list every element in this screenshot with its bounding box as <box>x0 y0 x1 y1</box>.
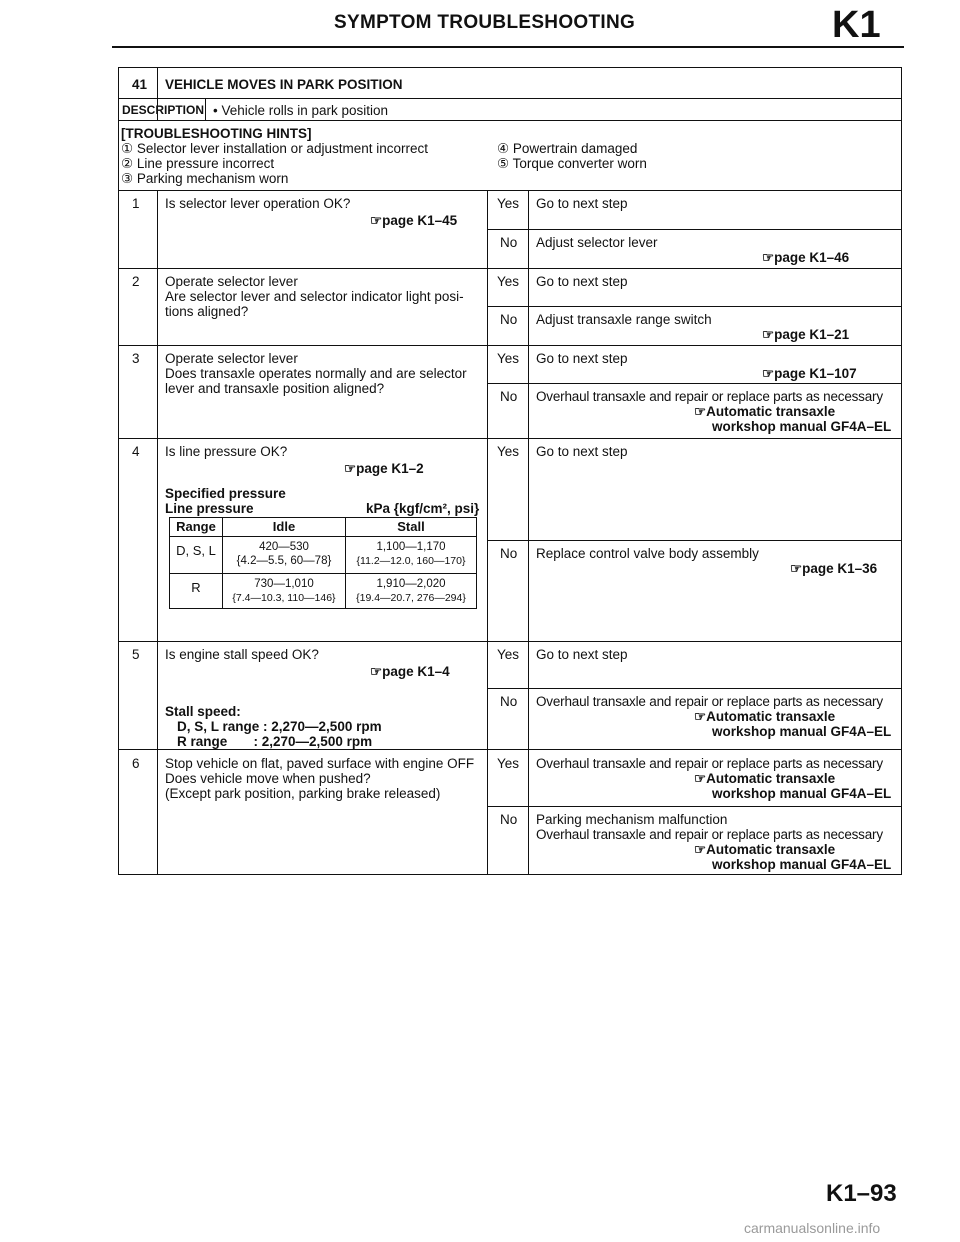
yes-action: Go to next step <box>536 274 628 289</box>
yes-label: Yes <box>497 647 520 662</box>
manual-reference: ☞ Automatic transaxle <box>694 709 835 724</box>
description-label: DESCRIPTION <box>122 103 205 117</box>
no-label: No <box>500 694 518 709</box>
step-question: Does vehicle move when pushed? <box>165 771 371 786</box>
divider <box>118 749 902 750</box>
divider <box>205 98 206 120</box>
yes-no-divider <box>487 688 902 689</box>
yes-no-divider <box>487 383 902 384</box>
yes-action: Overhaul transaxle and repair or replace parts as necessary <box>536 756 883 771</box>
no-action: Overhaul transaxle and repair or replace parts as necessary <box>536 389 883 404</box>
header-rule <box>112 46 904 48</box>
no-action: Parking mechanism malfunction <box>536 812 728 827</box>
page-reference: ☞ page K1–4 <box>370 664 450 679</box>
yes-no-divider <box>487 229 902 230</box>
table-header: Idle <box>272 519 296 534</box>
hint-item: ⑤ Torque converter worn <box>497 156 647 171</box>
step-number: 1 <box>132 196 140 211</box>
table-header: Range <box>176 519 216 534</box>
step-question: Is line pressure OK? <box>165 444 288 459</box>
manual-reference: ☞ Automatic transaxle <box>694 771 835 786</box>
table-cell: 1,100—1,170 <box>376 541 446 553</box>
spec-line: D, S, L range : 2,270—2,500 rpm <box>177 719 382 734</box>
table-header: Stall <box>397 519 425 534</box>
divider <box>118 438 902 439</box>
hint-item: ① Selector lever installation or adjustment incorrect <box>121 141 428 156</box>
no-action: Adjust transaxle range switch <box>536 312 712 327</box>
spec-unit: kPa {kgf/cm², psi} <box>366 501 480 516</box>
divider <box>118 98 902 99</box>
no-action: Replace control valve body assembly <box>536 546 759 561</box>
yes-no-divider <box>487 306 902 307</box>
no-action: Adjust selector lever <box>536 235 658 250</box>
step-number: 3 <box>132 351 140 366</box>
manual-reference: workshop manual GF4A–EL <box>712 724 892 739</box>
manual-reference: ☞ Automatic transaxle <box>694 842 835 857</box>
table-cell: {19.4—20.7, 276—294} <box>356 592 466 604</box>
no-action: Overhaul transaxle and repair or replace parts as necessary <box>536 827 883 842</box>
yes-label: Yes <box>497 756 520 771</box>
table-cell: {11.2—12.0, 160—170} <box>356 555 466 567</box>
hint-item: ③ Parking mechanism worn <box>121 171 289 186</box>
no-label: No <box>500 235 518 250</box>
spec-label: Line pressure <box>165 501 254 516</box>
yes-action: Go to next step <box>536 196 628 211</box>
table-cell: 420—530 <box>259 541 309 553</box>
table-cell: {4.2—5.5, 60—78} <box>236 555 332 567</box>
spec-title: Stall speed: <box>165 704 241 719</box>
table-cell: R <box>191 580 201 595</box>
step-question: Are selector lever and selector indicator light posi- <box>165 289 464 304</box>
spec-title: Specified pressure <box>165 486 286 501</box>
divider <box>118 268 902 269</box>
yes-label: Yes <box>497 196 520 211</box>
line-pressure-table <box>169 517 477 609</box>
step-question: Is engine stall speed OK? <box>165 647 319 662</box>
troubleshooting-frame <box>118 67 902 875</box>
step-question: tions aligned? <box>165 304 249 319</box>
no-label: No <box>500 812 518 827</box>
step-question: Operate selector lever <box>165 274 298 289</box>
page-reference: ☞ page K1–2 <box>344 461 424 476</box>
divider <box>487 190 488 875</box>
yes-label: Yes <box>497 274 520 289</box>
divider <box>118 641 902 642</box>
manual-reference: workshop manual GF4A–EL <box>712 786 892 801</box>
divider <box>118 345 902 346</box>
no-label: No <box>500 389 518 404</box>
step-question: Is selector lever operation OK? <box>165 196 351 211</box>
manual-reference: workshop manual GF4A–EL <box>712 857 892 872</box>
yes-label: Yes <box>497 444 520 459</box>
no-label: No <box>500 546 518 561</box>
table-cell: 1,910—2,020 <box>376 578 446 590</box>
divider <box>118 190 902 191</box>
symptom-title: VEHICLE MOVES IN PARK POSITION <box>165 77 403 92</box>
hint-item: ② Line pressure incorrect <box>121 156 275 171</box>
page-reference: ☞ page K1–36 <box>790 561 877 576</box>
no-label: No <box>500 312 518 327</box>
description-text: • Vehicle rolls in park position <box>213 103 389 118</box>
step-question: Operate selector lever <box>165 351 298 366</box>
page-reference: ☞ page K1–45 <box>370 213 457 228</box>
step-question: Does transaxle operates normally and are selector <box>165 366 467 381</box>
page-reference: ☞ page K1–21 <box>762 327 849 342</box>
spec-line: R range : 2,270—2,500 rpm <box>177 734 373 749</box>
page-reference: ☞ page K1–46 <box>762 250 849 265</box>
page-reference: ☞ page K1–107 <box>762 366 857 381</box>
yes-action: Go to next step <box>536 444 628 459</box>
step-number: 5 <box>132 647 140 662</box>
divider <box>528 190 529 875</box>
yes-action: Go to next step <box>536 351 628 366</box>
divider <box>157 190 158 875</box>
no-action: Overhaul transaxle and repair or replace parts as necessary <box>536 694 883 709</box>
yes-no-divider <box>487 540 902 541</box>
table-cell: 730—1,010 <box>254 578 314 590</box>
table-cell: {7.4—10.3, 110—146} <box>232 592 336 604</box>
yes-no-divider <box>487 806 902 807</box>
page-number: K1–93 <box>826 1180 897 1207</box>
step-number: 6 <box>132 756 140 771</box>
step-question: lever and transaxle position aligned? <box>165 381 385 396</box>
step-number: 2 <box>132 274 140 289</box>
symptom-number: 41 <box>132 77 148 92</box>
step-number: 4 <box>132 444 140 459</box>
step-question: Stop vehicle on flat, paved surface with engine OFF <box>165 756 475 771</box>
hints-heading: [TROUBLESHOOTING HINTS] <box>121 126 312 141</box>
table-divider <box>170 536 476 537</box>
yes-label: Yes <box>497 351 520 366</box>
page-title: SYMPTOM TROUBLESHOOTING <box>334 12 636 33</box>
divider <box>118 120 902 121</box>
manual-reference: workshop manual GF4A–EL <box>712 419 892 434</box>
manual-reference: ☞ Automatic transaxle <box>694 404 835 419</box>
table-cell: D, S, L <box>176 543 216 558</box>
table-divider <box>170 573 476 574</box>
step-question: (Except park position, parking brake released) <box>165 786 441 801</box>
section-code: K1 <box>832 4 881 46</box>
yes-action: Go to next step <box>536 647 628 662</box>
watermark: carmanualsonline.info <box>744 1220 881 1236</box>
hint-item: ④ Powertrain damaged <box>497 141 638 156</box>
